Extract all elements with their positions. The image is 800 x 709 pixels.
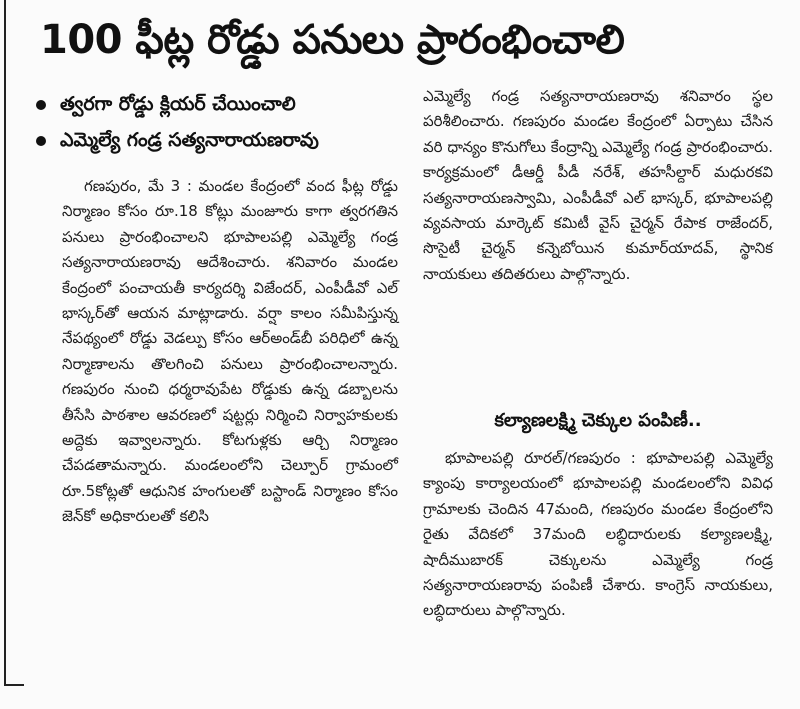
bottom-border-rule (4, 684, 24, 686)
bullet-list (30, 86, 410, 158)
left-column (62, 174, 398, 530)
right-column-bottom-body: భూపాలపల్లి రూరల్/గణపురం : భూపాలపల్లి ఎమ్మెల్యే క్యాంపు కార్యాలయంలో భూపాలపల్లి మండలంలోని వివిధ గ్రామాలకు చెందిన 47మంది, గణపురం మండల కేంద్రంలోని రైతు వేదికలో 37మంది లబ్ధిదారులకు కల్యాణలక్ష్మి, షాదీముబారక్ చెక్కులను ఎమ్మెల్యే గండ్ర సత్యనారాయణరావు పంపిణీ చేశారు. కాంగ్రెస్ నాయకులు, లబ్ధిదారులు పాల్గొన్నారు. (423, 449, 773, 620)
bullet-text: ఎమ్మెల్యే గండ్ర సత్యనారాయణరావు (60, 129, 319, 151)
bullet-text: త్వరగా రోడ్డు క్లియర్ చేయించాలి (60, 93, 296, 115)
subheading: కల్యాణలక్ష్మి చెక్కుల పంపిణీ.. (494, 410, 702, 431)
right-column-bottom (423, 446, 773, 624)
left-column-body: గణపురం, మే 3 : మండల కేంద్రంలో వంద ఫీట్ల రోడ్డు నిర్మాణం కోసం రూ.18 కోట్లు మంజూరు కాగా త్వరగతిన పనులు ప్రారంభించాలని భూపాలపల్లి ఎమ్మెల్యే గండ్ర సత్యనారాయణరావు ఆదేశించారు. శనివారం మండల కేంద్రంలో పంచాయతీ కార్యదర్శి విజేందర్, ఎంపీడీవో ఎల్ భాస్కర్‌తో ఆయన మాట్లాడారు. వర్షా కాలం సమీపిస్తున్న నేపథ్యంలో రోడ్డు వెడల్పు కోసం ఆర్అండ్‌బీ పరిధిలో ఉన్న నిర్మాణాలను తొలగించి పనులు ప్రారంభించాలన్నారు. గణపురం నుంచి ధర్మరావుపేట రోడ్డుకు ఉన్న డబ్బాలను తీసేసి పాఠశాల ఆవరణలో షట్టర్లు నిర్మించి నిర్వాహకులకు అద్దెకు ఇవ్వాలన్నారు. కోటగుళ్లకు ఆర్చి నిర్మాణం చేపడతామన్నారు. మండలంలోని చెల్పూర్ గ్రామంలో రూ.5కోట్లతో ఆధునిక హంగులతో బస్టాండ్ నిర్మాణం కోసం జెన్‌కో అధికారులతో కలిసి (62, 177, 398, 526)
right-column-top (423, 84, 773, 287)
headline: 100 ఫీట్ల రోడ్డు పనులు ప్రారంభించాలి (40, 17, 625, 63)
bullet-dot-icon (36, 100, 46, 110)
bullet-item (30, 86, 410, 122)
left-border-rule (4, 0, 6, 685)
right-column-top-body: ఎమ్మెల్యే గండ్ర సత్యనారాయణరావు శనివారం స్థల పరిశీలించారు. గణపురం మండల కేంద్రంలో ఏర్పాటు చేసిన వరి ధాన్యం కొనుగోలు కేంద్రాన్ని ఎమ్మెల్యే గండ్ర ప్రారంభించారు. కార్యక్రమంలో డీఆర్డీ పీడీ నరేశ్, తహసీల్దార్ మధురకవి సత్యనారాయణస్వామి, ఎంపీడీవో ఎల్ భాస్కర్, భూపాలపల్లి వ్యవసాయ మార్కెట్ కమిటీ వైస్ చైర్మన్ రేపాక రాజేందర్, సొసైటీ చైర్మన్ కన్నెబోయిన కుమార్‌యాదవ్, స్థానిక నాయకులు తదితరులు పాల్గొన్నారు. (423, 87, 773, 283)
bullet-item (30, 122, 410, 158)
bullet-dot-icon (36, 136, 46, 146)
